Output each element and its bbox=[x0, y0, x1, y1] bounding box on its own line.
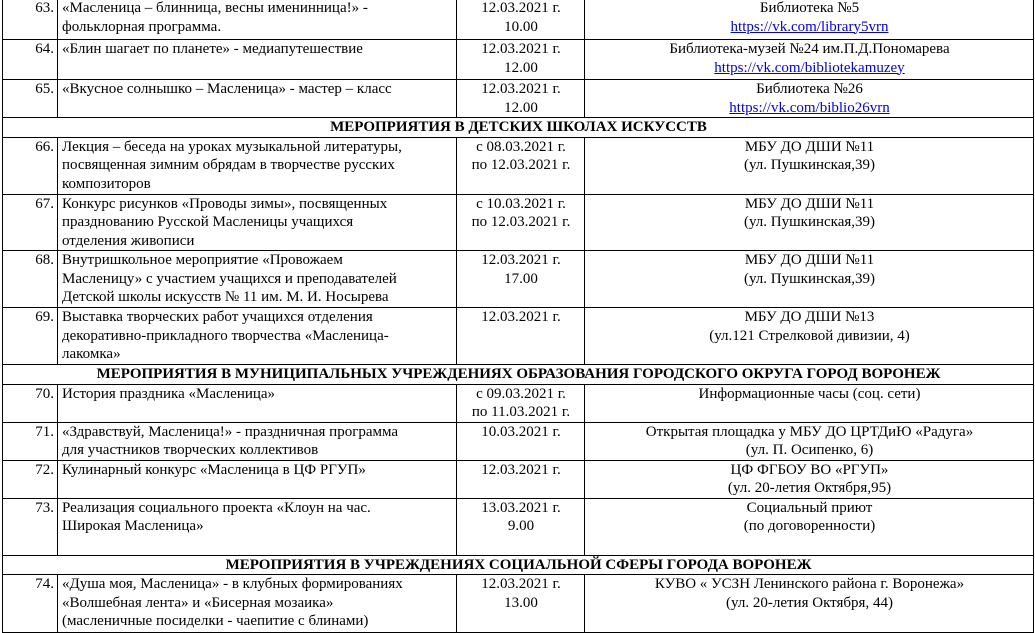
row-number: 69. bbox=[3, 308, 58, 365]
event-date: 10.03.2021 г. bbox=[457, 422, 585, 460]
event-date: 12.03.2021 г. bbox=[457, 308, 585, 365]
table-row bbox=[3, 498, 1034, 555]
event-date: 12.03.2021 г. 12.00 bbox=[457, 40, 585, 80]
row-number: 68. bbox=[3, 251, 58, 308]
event-place: Библиотека №26 https://vk.com/biblio26vrn bbox=[585, 80, 1034, 118]
event-title: Выставка творческих работ учащихся отделения декоративно-прикладного творчества «Масленица- лакомка» bbox=[58, 308, 457, 365]
event-date: с 09.03.2021 г. по 11.03.2021 г. bbox=[457, 384, 585, 422]
event-link[interactable]: https://vk.com/biblio26vrn bbox=[729, 99, 890, 116]
row-number: 67. bbox=[3, 194, 58, 251]
event-date: с 08.03.2021 г. по 12.03.2021 г. bbox=[457, 137, 585, 194]
row-number: 66. bbox=[3, 137, 58, 194]
section-header-row bbox=[3, 365, 1034, 385]
event-title: История праздника «Масленица» bbox=[58, 384, 457, 422]
event-title: «Блин шагает по планете» - медиапутешествие bbox=[58, 40, 457, 80]
table-row bbox=[3, 460, 1034, 498]
event-date: с 10.03.2021 г. по 12.03.2021 г. bbox=[457, 194, 585, 251]
event-link[interactable]: https://vk.com/bibliotekamuzey bbox=[714, 59, 905, 76]
event-title: Конкурс рисунков «Проводы зимы», посвященных празднованию Русской Масленицы учащихся отделения живописи bbox=[58, 194, 457, 251]
event-place: МБУ ДО ДШИ №11 (ул. Пушкинская,39) bbox=[585, 251, 1034, 308]
event-place: Информационные часы (соц. сети) bbox=[585, 384, 1034, 422]
event-date: 12.03.2021 г. 12.00 bbox=[457, 80, 585, 118]
section-header-row bbox=[3, 555, 1034, 575]
event-place: ЦФ ФГБОУ ВО «РГУП» (ул. 20-летия Октября,95) bbox=[585, 460, 1034, 498]
event-date: 13.03.2021 г. 9.00 bbox=[457, 498, 585, 555]
event-place: Библиотека №5 https://vk.com/library5vrn bbox=[585, 0, 1034, 40]
event-link[interactable]: https://vk.com/library5vrn bbox=[730, 18, 889, 35]
table-row bbox=[3, 40, 1034, 80]
section-heading: МЕРОПРИЯТИЯ В МУНИЦИПАЛЬНЫХ УЧРЕЖДЕНИЯХ ОБРАЗОВАНИЯ ГОРОДСКОГО ОКРУГА ГОРОД ВОРОНЕЖ bbox=[3, 365, 1034, 385]
table-row bbox=[3, 251, 1034, 308]
row-number: 65. bbox=[3, 80, 58, 118]
event-place: Социальный приют (по договоренности) bbox=[585, 498, 1034, 555]
event-title: Лекция – беседа на уроках музыкальной литературы, посвященная зимним обрядам в творчестве русских композиторов bbox=[58, 137, 457, 194]
event-place: МБУ ДО ДШИ №11 (ул. Пушкинская,39) bbox=[585, 194, 1034, 251]
event-title: Внутришкольное мероприятие «Провожаем Масленицу» с участием учащихся и преподавателей Детской школы искусств № 11 им. М. И. Носырева bbox=[58, 251, 457, 308]
event-date: 12.03.2021 г. 13.00 bbox=[457, 575, 585, 633]
event-date: 12.03.2021 г. bbox=[457, 460, 585, 498]
section-heading: МЕРОПРИЯТИЯ В ДЕТСКИХ ШКОЛАХ ИСКУССТВ bbox=[3, 118, 1034, 138]
row-number: 74. bbox=[3, 575, 58, 633]
row-number: 73. bbox=[3, 498, 58, 555]
row-number: 71. bbox=[3, 422, 58, 460]
event-title: Кулинарный конкурс «Масленица в ЦФ РГУП» bbox=[58, 460, 457, 498]
event-place: МБУ ДО ДШИ №13 (ул.121 Стрелковой дивизии, 4) bbox=[585, 308, 1034, 365]
row-number: 64. bbox=[3, 40, 58, 80]
event-place: МБУ ДО ДШИ №11 (ул. Пушкинская,39) bbox=[585, 137, 1034, 194]
row-number: 70. bbox=[3, 384, 58, 422]
row-number: 72. bbox=[3, 460, 58, 498]
table-row bbox=[3, 384, 1034, 422]
section-heading: МЕРОПРИЯТИЯ В УЧРЕЖДЕНИЯХ СОЦИАЛЬНОЙ СФЕРЫ ГОРОДА ВОРОНЕЖ bbox=[3, 555, 1034, 575]
event-title: «Масленица – блинница, весны именинница!» - фольклорная программа. bbox=[58, 0, 457, 40]
row-number: 63. bbox=[3, 0, 58, 40]
section-header-row bbox=[3, 118, 1034, 138]
event-date: 12.03.2021 г. 17.00 bbox=[457, 251, 585, 308]
event-title: «Вкусное солнышко – Масленица» - мастер – класс bbox=[58, 80, 457, 118]
event-place: Открытая площадка у МБУ ДО ЦРТДиЮ «Радуга» (ул. П. Осипенко, 6) bbox=[585, 422, 1034, 460]
event-title: «Душа моя, Масленица» - в клубных формированиях «Волшебная лента» и «Бисерная мозаика» (масленичные посиделки - чаепитие с блинами) bbox=[58, 575, 457, 633]
table-row bbox=[3, 194, 1034, 251]
event-place: КУВО « УСЗН Ленинского района г. Воронежа» (ул. 20-летия Октября, 44) bbox=[585, 575, 1034, 633]
table-row bbox=[3, 80, 1034, 118]
table-row bbox=[3, 0, 1034, 40]
event-title: Реализация социального проекта «Клоун на час. Широкая Масленица» bbox=[58, 498, 457, 555]
table-row bbox=[3, 422, 1034, 460]
event-place: Библиотека-музей №24 им.П.Д.Пономарева https://vk.com/bibliotekamuzey bbox=[585, 40, 1034, 80]
event-date: 12.03.2021 г. 10.00 bbox=[457, 0, 585, 40]
table-row bbox=[3, 308, 1034, 365]
events-table bbox=[2, 0, 1034, 633]
table-row bbox=[3, 137, 1034, 194]
event-title: «Здравствуй, Масленица!» - праздничная программа для участников творческих коллективов bbox=[58, 422, 457, 460]
table-row bbox=[3, 575, 1034, 633]
